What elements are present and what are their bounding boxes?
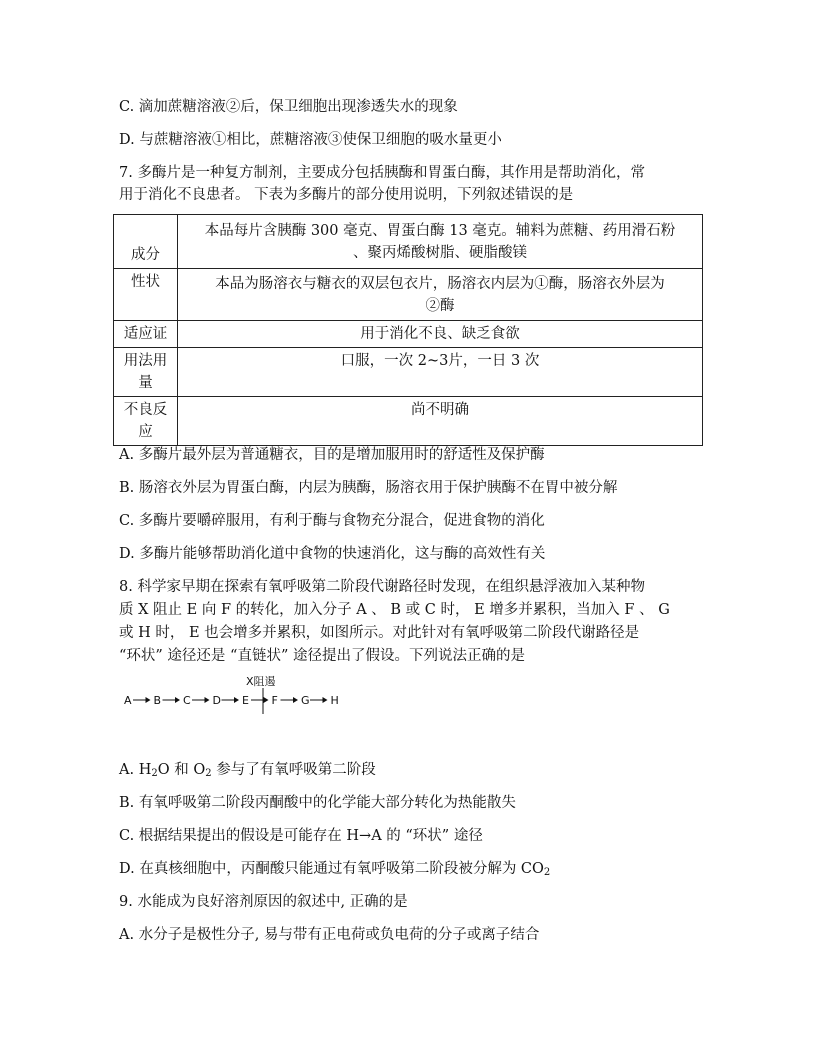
- metabolic-pathway-diagram: [124, 674, 364, 716]
- row-value-line: 本品为肠溶衣与糖衣的双层包衣片，肠溶衣内层为①酶，肠溶衣外层为: [215, 275, 665, 292]
- dosage-instructions-table: [113, 214, 703, 446]
- opt-d-subscript: 2: [543, 867, 551, 878]
- pathway-arrow-head: [146, 697, 151, 703]
- table-row: [114, 321, 703, 348]
- row-value: [178, 215, 703, 269]
- row-value: [178, 269, 703, 321]
- row-key: [114, 397, 178, 446]
- row-key: 适应证: [114, 321, 178, 348]
- row-key-line: 不良反: [123, 402, 168, 418]
- q8-stem-line-4: “环状” 途径还是 “直链状” 途径提出了假设。下列说法正确的是: [119, 648, 525, 664]
- q7-stem-line-2: 用于消化不良患者。 下表为多酶片的部分使用说明，下列叙述错误的是: [119, 187, 574, 203]
- row-value-line: 本品每片含胰酶 300 毫克、胃蛋白酶 13 毫克。辅料为蔗糖、药用滑石粉: [204, 222, 676, 239]
- row-value-line: 、聚丙烯酸树脂、硬脂酸镁: [353, 244, 527, 261]
- opt-a-subscript-2: 2: [205, 768, 212, 779]
- q8-stem-line-3: 或 H 时， E 也会增多并累积，如图所示。对此针对有氧呼吸第二阶段代谢路径是: [119, 625, 640, 641]
- q8-option-b: B. 有氧呼吸第二阶段丙酮酸中的化学能大部分转化为热能散失: [119, 795, 516, 811]
- table-row: [114, 215, 703, 269]
- q8-stem-line-2: 质 X 阻止 E 向 F 的转化，加入分子 A 、 B 或 C 时， E 增多并累积，当加入 F 、 G: [119, 602, 670, 618]
- q7-option-c: C. 多酶片要嚼碎服用，有利于酶与食物充分混合，促进食物的消化: [119, 513, 545, 529]
- q8-option-a: [119, 760, 376, 780]
- block-label: X阻遏: [246, 675, 276, 688]
- pathway-node: D: [212, 694, 221, 707]
- pathway-chain: [124, 694, 339, 707]
- pathway-arrow-head: [264, 697, 269, 703]
- q9-stem: 9. 水能成为良好溶剂原因的叙述中, 正确的是: [119, 894, 408, 910]
- q7-stem-line-1: 7. 多酶片是一种复方制剂，主要成分包括胰酶和胃蛋白酶，其作用是帮助消化，常: [119, 165, 645, 181]
- pathway-arrow-head: [205, 697, 210, 703]
- q6-option-d: D. 与蔗糖溶液①相比，蔗糖溶液③使保卫细胞的吸水量更小: [119, 132, 502, 148]
- pathway-node: F: [271, 694, 278, 707]
- q7-option-d: D. 多酶片能够帮助消化道中食物的快速消化，这与酶的高效性有关: [119, 546, 546, 562]
- row-value: 尚不明确: [178, 397, 703, 446]
- q9-option-a: A. 水分子是极性分子, 易与带有正电荷或负电荷的分子或离子结合: [119, 927, 540, 943]
- opt-d-text: D. 在真核细胞中，丙酮酸只能通过有氧呼吸第二阶段被分解为 CO: [119, 861, 544, 877]
- q7-option-b: B. 肠溶衣外层为胃蛋白酶，内层为胰酶，肠溶衣用于保护胰酶不在胃中被分解: [119, 480, 618, 496]
- table-row: [114, 397, 703, 446]
- row-key-line: 应: [138, 424, 153, 440]
- row-value: 用于消化不良、缺乏食欲: [178, 321, 703, 348]
- opt-a-text-2: O 和 O: [157, 762, 206, 778]
- row-key: 成分: [114, 215, 178, 269]
- row-value: 口服，一次 2~3片，一日 3 次: [178, 348, 703, 397]
- pathway-node: C: [183, 694, 191, 707]
- row-key: 性状: [114, 269, 178, 321]
- pathway-arrow-head: [323, 697, 328, 703]
- opt-a-subscript-1: 2: [151, 768, 158, 779]
- row-key-line: 量: [138, 375, 153, 391]
- pathway-node: E: [242, 694, 249, 707]
- opt-a-text-3: 参与了有氧呼吸第二阶段: [211, 762, 376, 778]
- q6-option-c: C. 滴加蔗糖溶液②后，保卫细胞出现渗透失水的现象: [119, 99, 458, 115]
- row-value-line: ②酶: [425, 297, 455, 314]
- row-key: [114, 348, 178, 397]
- pathway-node: G: [301, 694, 310, 707]
- table-row: [114, 269, 703, 321]
- row-key-line: 用法用: [123, 353, 168, 369]
- q7-option-a: A. 多酶片最外层为普通糖衣，目的是增加服用时的舒适性及保护酶: [119, 447, 545, 463]
- pathway-node: H: [330, 694, 339, 707]
- q8-option-d: [119, 859, 550, 879]
- pathway-arrow-head: [293, 697, 298, 703]
- q8-stem-line-1: 8. 科学家早期在探索有氧呼吸第二阶段代谢路径时发现，在组织悬浮液加入某种物: [119, 579, 645, 595]
- table-row: [114, 348, 703, 397]
- pathway-arrow-head: [175, 697, 180, 703]
- opt-a-text-1: A. H: [119, 762, 152, 778]
- pathway-node: B: [153, 694, 162, 707]
- pathway-node: A: [124, 694, 132, 707]
- q8-option-c: C. 根据结果提出的假设是可能存在 H→A 的 “环状” 途径: [119, 828, 483, 844]
- pathway-arrow-head: [234, 697, 239, 703]
